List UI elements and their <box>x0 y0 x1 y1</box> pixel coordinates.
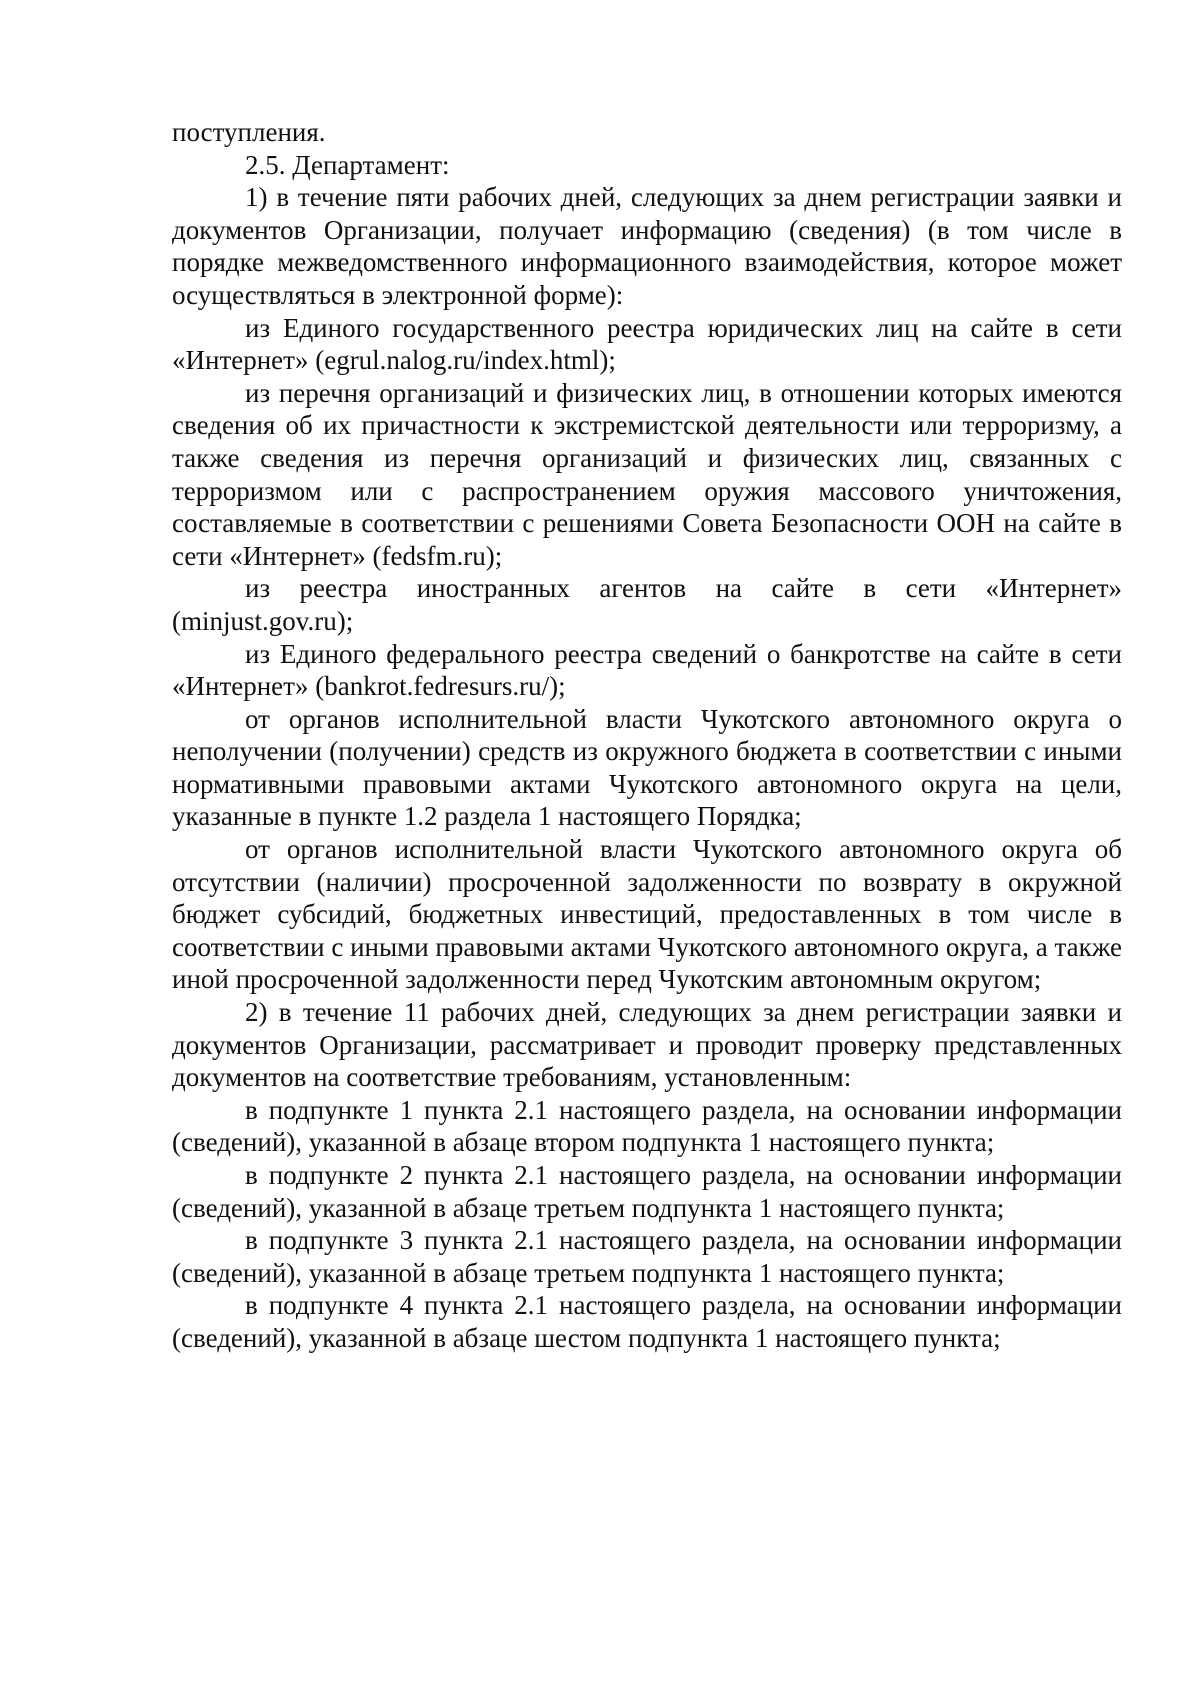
paragraph-check-1: в подпункте 1 пункта 2.1 настоящего раздела, на основании информации (сведений), указанной в абзаце втором подпункта 1 настоящего пункта; <box>172 1094 1122 1158</box>
paragraph-debt: от органов исполнительной власти Чукотского автономного округа об отсутствии (наличии) просроченной задолженности по возврату в окружной бюджет субсидий, бюджетных инвестиций, предоставленных в том числе в соответствии с иными правовыми актами Чукотского автономного округа, а также иной просроченной задолженности перед Чукотским автономным округом; <box>172 834 1122 995</box>
document-body <box>172 116 1122 1355</box>
paragraph-non-receipt: от органов исполнительной власти Чукотского автономного округа о неполучении (получении) средств из окружного бюджета в соответствии с иными нормативными правовыми актами Чукотского автономного округа на цели, указанные в пункте 1.2 раздела 1 настоящего Порядка; <box>172 703 1122 832</box>
paragraph-subitem-2: 2) в течение 11 рабочих дней, следующих за днем регистрации заявки и документов Организации, рассматривает и проводит проверку представленных документов на соответствие требованиям, установленным: <box>172 997 1122 1093</box>
section-heading-2-5: 2.5. Департамент: <box>245 149 450 180</box>
paragraph-continuation: поступления. <box>172 117 326 147</box>
paragraph-egrul: из Единого государственного реестра юридических лиц на сайте в сети «Интернет» (egrul.nalog.ru/index.html); <box>172 312 1122 376</box>
paragraph-check-3: в подпункте 3 пункта 2.1 настоящего раздела, на основании информации (сведений), указанной в абзаце третьем подпункта 1 настоящего пункта; <box>172 1225 1122 1288</box>
paragraph-bankrot: из Единого федерального реестра сведений о банкротстве на сайте в сети «Интернет» (bankrot.fedresurs.ru/); <box>172 638 1122 702</box>
paragraph-minjust: из реестра иностранных агентов на сайте в сети «Интернет» (minjust.gov.ru); <box>172 573 1122 636</box>
paragraph-check-2: в подпункте 2 пункта 2.1 настоящего раздела, на основании информации (сведений), указанной в абзаце третьем подпункта 1 настоящего пункта; <box>172 1160 1122 1223</box>
paragraph-subitem-1: 1) в течение пяти рабочих дней, следующих за днем регистрации заявки и документов Организации, получает информацию (сведения) (в том числе в порядке межведомственного информационного взаимодействия, которое может осуществляться в электронной форме): <box>172 182 1122 310</box>
paragraph-check-4: в подпункте 4 пункта 2.1 настоящего раздела, на основании информации (сведений), указанной в абзаце шестом подпункта 1 настоящего пункта; <box>172 1290 1122 1353</box>
paragraph-fedsfm: из перечня организаций и физических лиц, в отношении которых имеются сведения об их причастности к экстремистской деятельности или терроризму, а также сведения из перечня организаций и физических лиц, связанных с терроризмом или с распространением оружия массового уничтожения, составляемые в соответствии с решениями Совета Безопасности ООН на сайте в сети «Интернет» (fedsfm.ru); <box>172 377 1122 571</box>
